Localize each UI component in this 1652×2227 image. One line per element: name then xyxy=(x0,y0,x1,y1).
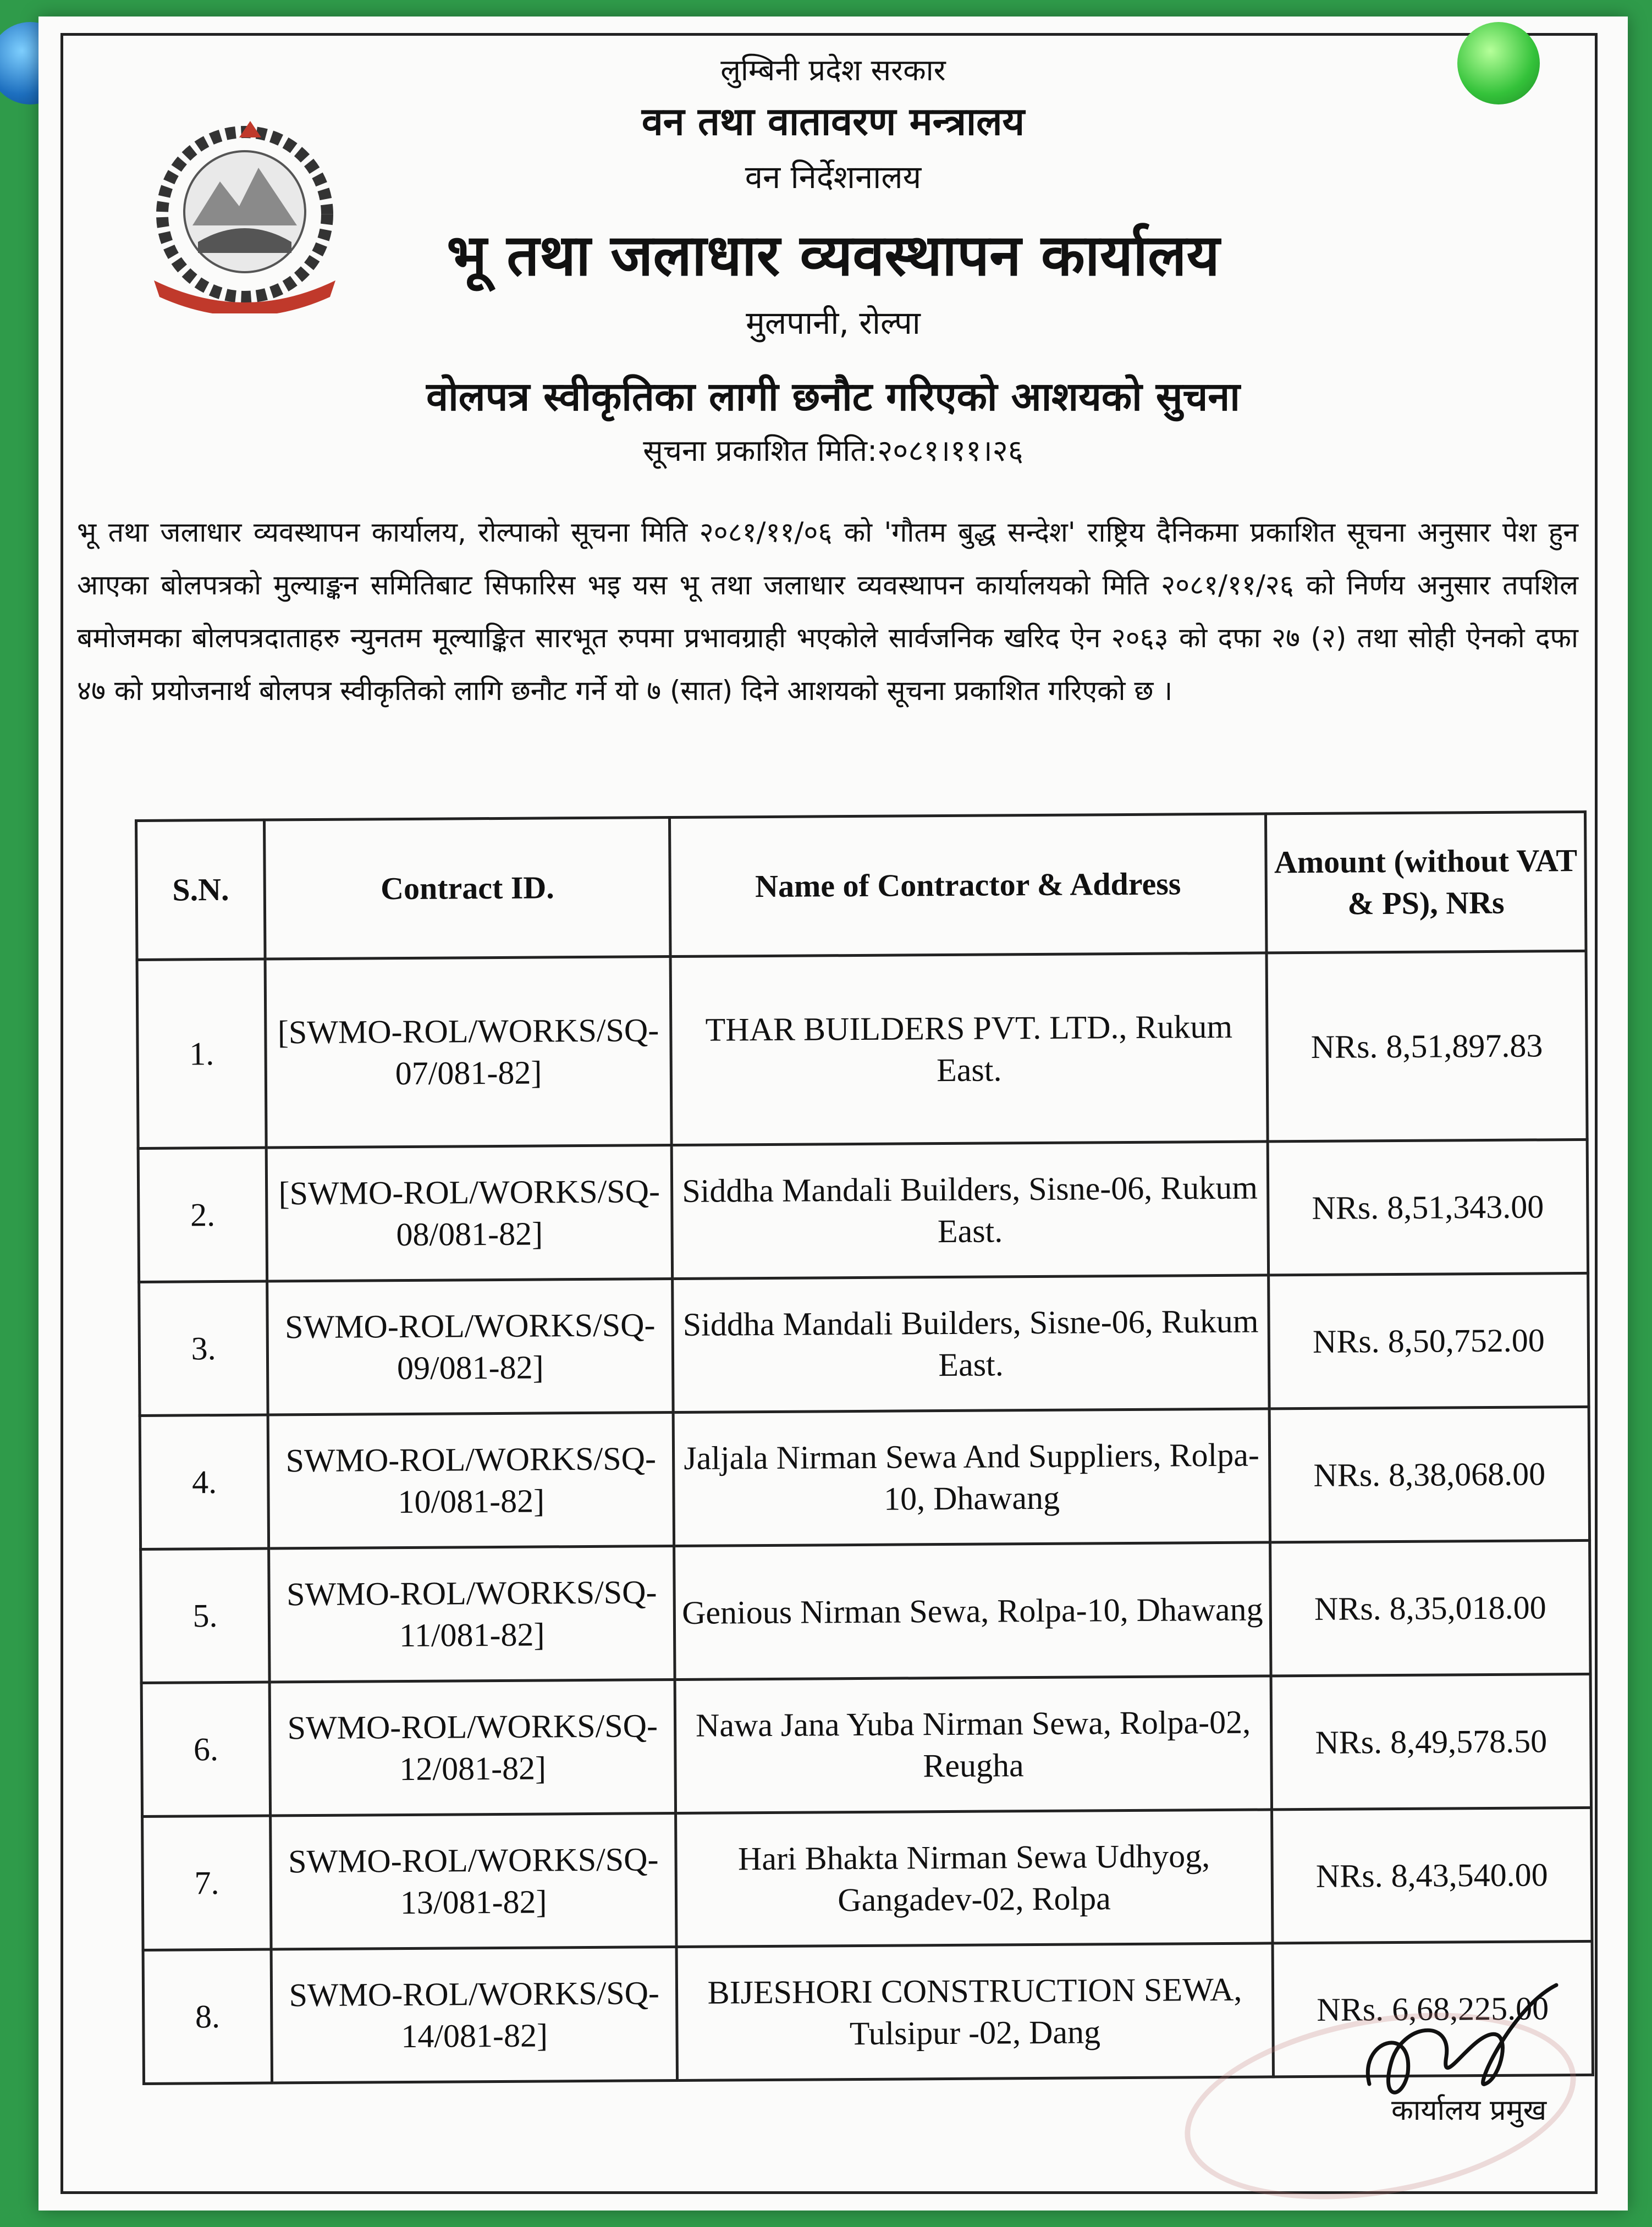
notice-paper xyxy=(38,16,1628,2211)
office-head-label: कार्यालय प्रमुख xyxy=(1391,2094,1547,2127)
cell-contractor-name: Hari Bhakta Nirman Sewa Udhyog, Gangadev-02, Rolpa xyxy=(676,1810,1273,1947)
cell-sn: 4. xyxy=(140,1415,269,1549)
cell-contract-id: SWMO-ROL/WORKS/SQ-11/081-82] xyxy=(269,1546,675,1682)
header-contractor-name: Name of Contractor & Address xyxy=(669,814,1266,957)
header-contract-id: Contract ID. xyxy=(265,818,670,959)
cell-contractor-name: BIJESHORI CONSTRUCTION SEWA, Tulsipur -02, Dang xyxy=(676,1943,1274,2081)
cell-contract-id: SWMO-ROL/WORKS/SQ-12/081-82] xyxy=(269,1680,675,1816)
header-amount: Amount (without VAT & PS), NRs xyxy=(1266,812,1587,953)
cell-amount: NRs. 8,49,578.50 xyxy=(1271,1674,1591,1810)
cell-contractor-name: Nawa Jana Yuba Nirman Sewa, Rolpa-02, Reugha xyxy=(675,1676,1272,1813)
ministry-name: वन तथा वातावरण मन्त्रालय xyxy=(641,99,1025,144)
notice-body: भू तथा जलाधार व्यवस्थापन कार्यालय, रोल्पाको सूचना मिति २०८१/११/०६ को 'गौतम बुद्ध सन्देश' राष्ट्रिय दैनिकमा प्रकाशित सूचना अनुसार पेश हुन आएका बोलपत्रको मुल्याङ्कन समितिबाट सिफारिस भइ यस भू तथा जलाधार व्यवस्थापन कार्यालयको मिति २०८१/११/२६ को निर्णय अनुसार तपशिल बमोजमका बोलपत्रदाताहरु न्युनतम मूल्याङ्कित सारभूत रुपमा प्रभावग्राही भएकोले सार्वजनिक खरिद ऐन २०६३ को दफा २७ (२) तथा सोही ऐनको दफा ४७ को प्रयोजनार्थ बोलपत्र स्वीकृतिको लागि छनौट गर्ने यो ७ (सात) दिने आशयको सूचना प्रकाशित गरिएको छ । xyxy=(77,516,1578,707)
table-header-row xyxy=(136,812,1586,960)
cell-sn: 5. xyxy=(141,1548,270,1683)
table-row xyxy=(142,1807,1592,1950)
cell-contract-id: [SWMO-ROL/WORKS/SQ-08/081-82] xyxy=(267,1145,673,1281)
cell-contractor-name: THAR BUILDERS PVT. LTD., Rukum East. xyxy=(670,953,1268,1145)
cell-contractor-name: Siddha Mandali Builders, Sisne-06, Rukum East. xyxy=(673,1275,1270,1413)
table-row xyxy=(139,1273,1589,1415)
table-row xyxy=(141,1674,1591,1816)
table-row xyxy=(140,1407,1589,1549)
notice-title: वोलपत्र स्वीकृतिका लागी छनौट गरिएको आशयको सुचना xyxy=(426,373,1240,420)
table-row xyxy=(141,1540,1590,1683)
green-pushpin xyxy=(1457,22,1540,104)
cell-contract-id: SWMO-ROL/WORKS/SQ-09/081-82] xyxy=(267,1279,673,1415)
directorate-name: वन निर्देशनालय xyxy=(745,158,922,196)
cell-contract-id: [SWMO-ROL/WORKS/SQ-07/081-82] xyxy=(265,957,671,1148)
cell-amount: NRs. 8,43,540.00 xyxy=(1272,1807,1592,1943)
table-row xyxy=(137,951,1587,1148)
cell-sn: 7. xyxy=(142,1816,272,1950)
province-government: लुम्बिनी प्रदेश सरकार xyxy=(720,53,946,87)
office-location: मुलपानी, रोल्पा xyxy=(746,304,921,341)
cell-contract-id: SWMO-ROL/WORKS/SQ-10/081-82] xyxy=(268,1413,674,1548)
cell-contract-id: SWMO-ROL/WORKS/SQ-13/081-82] xyxy=(271,1813,676,1949)
cell-contract-id: SWMO-ROL/WORKS/SQ-14/081-82] xyxy=(271,1947,677,2083)
cell-amount: NRs. 8,38,068.00 xyxy=(1269,1407,1589,1542)
contractor-table xyxy=(135,811,1594,2085)
cell-amount: NRs. 8,51,897.83 xyxy=(1266,951,1587,1142)
cell-sn: 6. xyxy=(141,1682,271,1816)
table-row xyxy=(138,1139,1588,1282)
cell-contractor-name: Jaljala Nirman Sewa And Suppliers, Rolpa-10, Dhawang xyxy=(673,1409,1270,1546)
cell-contractor-name: Siddha Mandali Builders, Sisne-06, Rukum East. xyxy=(671,1142,1269,1279)
office-name: भू तथा जलाधार व्यवस्थापन कार्यालय xyxy=(447,222,1220,289)
cell-sn: 1. xyxy=(137,959,266,1148)
header-sn: S.N. xyxy=(136,820,266,960)
cell-contractor-name: Genious Nirman Sewa, Rolpa-10, Dhawang xyxy=(674,1542,1271,1680)
cell-amount: NRs. 8,35,018.00 xyxy=(1270,1540,1590,1676)
cell-sn: 3. xyxy=(139,1281,268,1415)
cell-amount: NRs. 8,50,752.00 xyxy=(1269,1273,1589,1409)
cell-sn: 2. xyxy=(138,1148,267,1282)
published-date: सूचना प्रकाशित मिति:२०८१।११।२६ xyxy=(643,433,1023,468)
cell-amount: NRs. 8,51,343.00 xyxy=(1268,1139,1588,1275)
cell-amount: NRs. 6,68,225.00 xyxy=(1273,1941,1593,2077)
cell-sn: 8. xyxy=(143,1949,272,2083)
